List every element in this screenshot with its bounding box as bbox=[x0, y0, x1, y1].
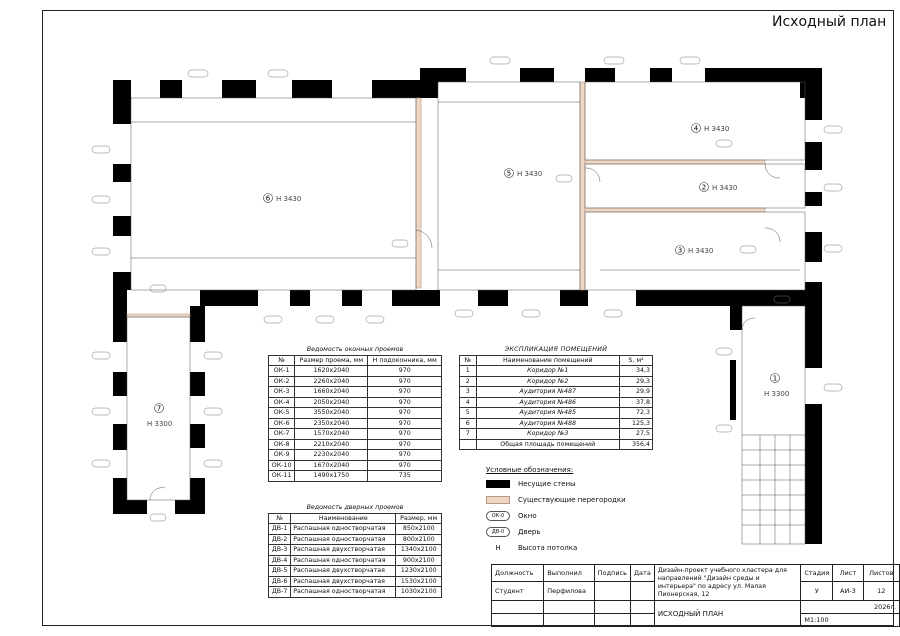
stamp-year: 2026г. bbox=[801, 601, 900, 614]
room-cell: 37,8 bbox=[619, 397, 652, 408]
rooms-header-name: Наименование помещений bbox=[476, 355, 619, 366]
window-cell: ОК-1 bbox=[269, 366, 295, 377]
room-cell: 27,5 bbox=[619, 429, 652, 440]
door-row bbox=[269, 576, 442, 587]
window-cell: 2260x2040 bbox=[295, 376, 368, 387]
room-row bbox=[460, 408, 653, 419]
stamp-stage: У bbox=[801, 582, 833, 601]
stamp-col-sign: Подпись bbox=[594, 565, 630, 582]
window-row bbox=[269, 418, 442, 429]
window-cell: ОК-11 bbox=[269, 471, 295, 482]
window-row bbox=[269, 471, 442, 482]
room-row bbox=[460, 387, 653, 398]
window-cell: 3550x2040 bbox=[295, 408, 368, 419]
room-label-7 bbox=[147, 404, 172, 429]
room-cell: 4 bbox=[460, 397, 477, 408]
window-cell: 1670x2040 bbox=[295, 460, 368, 471]
svg-text:H 3430: H 3430 bbox=[276, 195, 302, 203]
windows-header-num: № bbox=[269, 355, 295, 366]
stamp-col-done: Выполнил bbox=[544, 565, 594, 582]
window-cell: ОК-2 bbox=[269, 376, 295, 387]
window-row bbox=[269, 408, 442, 419]
door-cell: 1030x2100 bbox=[396, 587, 442, 598]
room-cell: 29,9 bbox=[619, 387, 652, 398]
window-cell: 1660x2040 bbox=[295, 387, 368, 398]
rooms-total-value: 356,4 bbox=[619, 439, 652, 450]
door-cell: Распашная одностворчатая bbox=[291, 587, 396, 598]
title-block bbox=[491, 564, 900, 627]
doors-table-caption: Ведомость дверных проемов bbox=[306, 504, 404, 511]
svg-text:2: 2 bbox=[701, 183, 707, 192]
stamp-empty-2 bbox=[544, 601, 594, 614]
room-cell: Аудитория №485 bbox=[476, 408, 619, 419]
window-cell: 970 bbox=[368, 439, 442, 450]
door-cell: Распашная двухстворчатая bbox=[291, 566, 396, 577]
room-label-6 bbox=[264, 194, 302, 204]
stamp-col-date: Дата bbox=[630, 565, 654, 582]
window-row bbox=[269, 460, 442, 471]
room-cell: 7 bbox=[460, 429, 477, 440]
window-tag-icon: ОК-0 bbox=[486, 511, 510, 521]
window-cell: 970 bbox=[368, 376, 442, 387]
room-label-3 bbox=[676, 246, 714, 256]
stamp-empty-3 bbox=[594, 601, 630, 614]
window-cell: 970 bbox=[368, 366, 442, 377]
window-cell: 1490x1750 bbox=[295, 471, 368, 482]
doors-table-body bbox=[269, 524, 442, 598]
windows-table bbox=[268, 345, 442, 482]
wall-swatch bbox=[486, 480, 510, 488]
svg-text:H 3300: H 3300 bbox=[147, 420, 173, 428]
stamp-empty-7 bbox=[594, 614, 630, 627]
window-cell: 1620x2040 bbox=[295, 366, 368, 377]
room-cell: 6 bbox=[460, 418, 477, 429]
page-title: Исходный план bbox=[772, 14, 887, 30]
door-cell: 900x2100 bbox=[396, 555, 442, 566]
door-cell: 1340x2100 bbox=[396, 545, 442, 556]
window-row bbox=[269, 376, 442, 387]
window-cell: ОК-10 bbox=[269, 460, 295, 471]
legend bbox=[486, 466, 626, 557]
rooms-table bbox=[459, 345, 653, 450]
window-cell: 2210x2040 bbox=[295, 439, 368, 450]
window-row bbox=[269, 450, 442, 461]
room-cell: Аудитория №486 bbox=[476, 397, 619, 408]
room-cell: 2 bbox=[460, 376, 477, 387]
legend-door bbox=[486, 525, 626, 539]
door-cell: 1230x2100 bbox=[396, 566, 442, 577]
door-cell: ДВ-6 bbox=[269, 576, 291, 587]
room-cell: 72,3 bbox=[619, 408, 652, 419]
window-cell: 970 bbox=[368, 450, 442, 461]
legend-walls bbox=[486, 477, 626, 491]
room-label-5 bbox=[505, 169, 543, 179]
doors-header-name: Наименование bbox=[291, 513, 396, 524]
door-cell: Распашная одностворчатая bbox=[291, 524, 396, 535]
door-cell: Распашная двухстворчатая bbox=[291, 545, 396, 556]
svg-text:4: 4 bbox=[693, 124, 699, 133]
room-cell: Коридор №1 bbox=[476, 366, 619, 377]
room-row bbox=[460, 397, 653, 408]
stamp-sign-empty bbox=[594, 582, 630, 601]
stamp-scale: М1:100 bbox=[801, 614, 900, 627]
door-row bbox=[269, 555, 442, 566]
rooms-header-num: № bbox=[460, 355, 477, 366]
stamp-project: Дизайн-проект учебного кластера для направлений "Дизайн среды и интерьера" по адресу ул. Малая Пионерская, 12 bbox=[654, 565, 801, 601]
stamp-empty-4 bbox=[630, 601, 654, 614]
stamp-empty-6 bbox=[544, 614, 594, 627]
door-cell: Распашная одностворчатая bbox=[291, 555, 396, 566]
stamp-empty-5 bbox=[492, 614, 544, 627]
room-row bbox=[460, 376, 653, 387]
window-row bbox=[269, 366, 442, 377]
window-row bbox=[269, 429, 442, 440]
window-cell: 2350x2040 bbox=[295, 418, 368, 429]
rooms-table-body bbox=[460, 366, 653, 440]
window-cell: 1570x2040 bbox=[295, 429, 368, 440]
svg-text:6: 6 bbox=[265, 194, 271, 203]
window-cell: ОК-9 bbox=[269, 450, 295, 461]
room-cell: 3 bbox=[460, 387, 477, 398]
room-label-4 bbox=[692, 124, 730, 134]
windows-table-caption: Ведомость оконных проемов bbox=[306, 346, 404, 353]
door-cell: 800x2100 bbox=[396, 534, 442, 545]
window-row bbox=[269, 387, 442, 398]
legend-height bbox=[486, 541, 626, 555]
stamp-col-sheet: Лист bbox=[833, 565, 863, 582]
svg-text:H 3430: H 3430 bbox=[517, 170, 543, 178]
window-cell: 970 bbox=[368, 397, 442, 408]
room-cell: 125,3 bbox=[619, 418, 652, 429]
thin-lines bbox=[127, 82, 805, 544]
rooms-header-area: S, м² bbox=[619, 355, 652, 366]
rooms-total-spacer bbox=[460, 439, 477, 450]
rooms-total-label: Общая площадь помещений bbox=[476, 439, 619, 450]
room-row bbox=[460, 366, 653, 377]
legend-door-label: Дверь bbox=[518, 528, 541, 536]
room-label-1 bbox=[764, 374, 789, 399]
doors-table bbox=[268, 503, 442, 598]
window-cell: 970 bbox=[368, 460, 442, 471]
legend-height-label: Высота потолка bbox=[518, 544, 578, 552]
room-label-2 bbox=[700, 183, 738, 193]
door-cell: ДВ-2 bbox=[269, 534, 291, 545]
stamp-sheet: АИ-3 bbox=[833, 582, 863, 601]
stamp-col-stage: Стадия bbox=[801, 565, 833, 582]
window-cell: 2230x2040 bbox=[295, 450, 368, 461]
stamp-position: Студент bbox=[492, 582, 544, 601]
window-cell: ОК-4 bbox=[269, 397, 295, 408]
svg-text:3: 3 bbox=[677, 246, 683, 255]
legend-window bbox=[486, 509, 626, 523]
room-cell: Аудитория №488 bbox=[476, 418, 619, 429]
door-cell: Распашная одностворчатая bbox=[291, 534, 396, 545]
legend-partitions bbox=[486, 493, 626, 507]
load-bearing-walls bbox=[113, 68, 822, 544]
legend-partitions-label: Существующие перегородки bbox=[518, 496, 626, 504]
door-cell: 850x2100 bbox=[396, 524, 442, 535]
svg-text:H 3300: H 3300 bbox=[764, 390, 790, 398]
room-cell: 5 bbox=[460, 408, 477, 419]
legend-title: Условные обозначения: bbox=[486, 466, 574, 474]
rooms-table-caption: ЭКСПЛИКАЦИЯ ПОМЕЩЕНИЙ bbox=[504, 346, 608, 353]
room-cell: Аудитория №487 bbox=[476, 387, 619, 398]
svg-text:H 3430: H 3430 bbox=[704, 125, 730, 133]
partition-swatch bbox=[486, 496, 510, 504]
room-cell: 29,3 bbox=[619, 376, 652, 387]
door-cell: ДВ-4 bbox=[269, 555, 291, 566]
room-cell: Коридор №2 bbox=[476, 376, 619, 387]
stamp-empty-8 bbox=[630, 614, 654, 627]
door-cell: ДВ-1 bbox=[269, 524, 291, 535]
svg-text:1: 1 bbox=[772, 374, 778, 383]
stamp-author: Перфилова bbox=[544, 582, 594, 601]
windows-table-body bbox=[269, 366, 442, 482]
door-row bbox=[269, 566, 442, 577]
legend-walls-label: Несущие стены bbox=[518, 480, 576, 488]
door-row bbox=[269, 545, 442, 556]
window-cell: 970 bbox=[368, 387, 442, 398]
door-cell: Распашная двухстворчатая bbox=[291, 576, 396, 587]
window-cell: 970 bbox=[368, 408, 442, 419]
svg-text:5: 5 bbox=[506, 169, 512, 178]
height-symbol: H bbox=[495, 544, 501, 552]
svg-text:7: 7 bbox=[156, 404, 162, 413]
window-cell: ОК-3 bbox=[269, 387, 295, 398]
stamp-drawing: ИСХОДНЫЙ ПЛАН bbox=[654, 601, 801, 627]
window-row bbox=[269, 397, 442, 408]
door-row bbox=[269, 524, 442, 535]
room-cell: Коридор №3 bbox=[476, 429, 619, 440]
doors-header-num: № bbox=[269, 513, 291, 524]
door-cell: 1530x2100 bbox=[396, 576, 442, 587]
window-cell: 2050x2040 bbox=[295, 397, 368, 408]
windows-header-size: Размер проема, мм bbox=[295, 355, 368, 366]
window-cell: 970 bbox=[368, 418, 442, 429]
stamp-date-empty bbox=[630, 582, 654, 601]
window-cell: ОК-6 bbox=[269, 418, 295, 429]
room-row bbox=[460, 429, 653, 440]
door-cell: ДВ-7 bbox=[269, 587, 291, 598]
stamp-empty-1 bbox=[492, 601, 544, 614]
window-cell: ОК-7 bbox=[269, 429, 295, 440]
window-tags bbox=[92, 57, 842, 521]
legend-window-label: Окно bbox=[518, 512, 537, 520]
existing-partitions bbox=[127, 82, 765, 317]
room-cell: 1 bbox=[460, 366, 477, 377]
windows-header-sill: Н подоконника, мм bbox=[368, 355, 442, 366]
door-cell: ДВ-5 bbox=[269, 566, 291, 577]
room-cell: 34,3 bbox=[619, 366, 652, 377]
svg-text:H 3430: H 3430 bbox=[712, 184, 738, 192]
stamp-col-position: Должность bbox=[492, 565, 544, 582]
window-row bbox=[269, 439, 442, 450]
door-tag-icon: ДВ-0 bbox=[486, 527, 510, 537]
stamp-col-sheets: Листов bbox=[863, 565, 899, 582]
door-row bbox=[269, 534, 442, 545]
window-cell: ОК-8 bbox=[269, 439, 295, 450]
window-cell: 970 bbox=[368, 429, 442, 440]
doors-header-size: Размер, мм bbox=[396, 513, 442, 524]
door-row bbox=[269, 587, 442, 598]
door-cell: ДВ-3 bbox=[269, 545, 291, 556]
room-row bbox=[460, 418, 653, 429]
window-cell: ОК-5 bbox=[269, 408, 295, 419]
stamp-sheets: 12 bbox=[863, 582, 899, 601]
svg-text:H 3430: H 3430 bbox=[688, 247, 714, 255]
window-cell: 735 bbox=[368, 471, 442, 482]
